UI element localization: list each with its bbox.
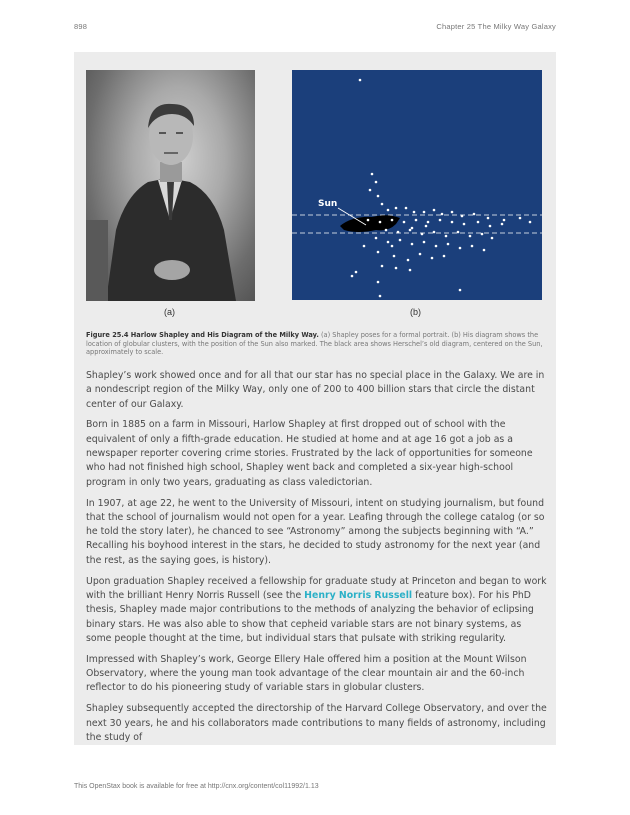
cluster-dot [425,225,428,228]
cluster-dot [469,235,472,238]
cluster-dot [439,219,442,222]
paragraph: Shapley subsequently accepted the directorship of the Harvard College Observatory, and over the next 30 years, he and his collaborators made contributions to many fields of astronomy, including the study of [86,703,547,743]
cluster-dot [381,203,384,206]
globular-cluster-diagram [292,70,542,300]
paragraph: Born in 1885 on a farm in Missouri, Harlow Shapley at first dropped out of school with the equivalent of only a fifth-grade education. He studied at home and at age 16 got a job as a newspaper reporter covering crime stories. Frustrated by the lack of opportunities for someone who had not finished high school, Shapley went back and completed a six-year high-school program in only two years, graduating as class valedictorian. [86,419,533,488]
cluster-dot [443,255,446,258]
cluster-dot [491,237,494,240]
paragraph: Impressed with Shapley’s work, George Ellery Hale offered him a position at the Mount Wilson Observatory, where the young man took advantage of the clear mountain air and the 60-inch reflector to do his pioneering study of variable stars in globular clusters. [86,653,527,694]
cluster-dot [355,271,358,274]
page-footer: This OpenStax book is available for free at http://cnx.org/content/col11992/1.13 [74,783,319,790]
cluster-dot [399,239,402,242]
cluster-dot [375,237,378,240]
cluster-dot [359,79,362,82]
cluster-dot [459,289,462,292]
cluster-dot [463,223,466,226]
cluster-dot [445,235,448,238]
cluster-dot [371,173,374,176]
cluster-dot [391,219,394,222]
cluster-dot [431,257,434,260]
cluster-dot [377,251,380,254]
globular-clusters [351,79,532,298]
cluster-dot [395,207,398,210]
panel-b-label: (b) [410,307,421,317]
cluster-dot [529,221,532,224]
cluster-dot [367,219,370,222]
paragraph: In 1907, at age 22, he went to the University of Missouri, intent on studying journalism, but found that the school of journalism would not open for a year. Leafing through the college catalog (or so he told the story later), he chanced to see “Astronomy” among the subjects beginning with “A.” Recalling his boyhood interest in the stars, he decided to study astronomy for the next year (and the rest, as the saying goes, is history). [86,497,545,566]
cluster-dot [451,221,454,224]
paragraph: Upon graduation Shapley received a fellowship for graduate study at Princeton and began to work with the brilliant Henry Norris Russell (see the Henry Norris Russell feature box). For his PhD thesis, Shapley made major contributions to the methods of analyzing the behavior of eclipsing binary stars. He was also able to show that cepheid variable stars are not binary systems, as some people thought at the time, but individual stars that pulsate with striking regularity. [86,575,547,644]
caption-title: Figure 25.4 Harlow Shapley and His Diagram of the Milky Way. [86,331,319,339]
cluster-dot [477,221,480,224]
cluster-dot [395,267,398,270]
cluster-dot [377,195,380,198]
cluster-dot [481,233,484,236]
cluster-dot [375,181,378,184]
cluster-dot [387,209,390,212]
cluster-dot [503,219,506,222]
cluster-dot [489,225,492,228]
henry-norris-russell-link[interactable]: Henry Norris Russell [304,589,413,601]
cluster-dot [447,243,450,246]
panel-a-label: (a) [164,307,175,317]
cluster-dot [427,221,430,224]
cluster-dot [415,219,418,222]
cluster-dot [379,295,382,298]
cluster-dot [433,231,436,234]
cluster-dot [433,209,436,212]
cluster-dot [407,259,410,262]
page-number: 898 [74,22,88,31]
cluster-dot [369,189,372,192]
cluster-dot [459,247,462,250]
herschel-diagram-shape [340,215,400,232]
cluster-dot [461,215,464,218]
cluster-dot [409,269,412,272]
cluster-dot [351,275,354,278]
cluster-dot [519,217,522,220]
cluster-dot [457,231,460,234]
cluster-dot [423,211,426,214]
paragraph: Shapley’s work showed once and for all that our star has no special place in the Galaxy. We are in a nondescript region of the Milky Way, only one of 200 to 400 billion stars that circle the distant center of our Galaxy. [86,370,545,410]
cluster-dot [381,265,384,268]
cluster-dot [413,211,416,214]
cluster-dot [471,245,474,248]
cluster-dot [423,241,426,244]
feature-body-text [86,369,548,752]
cluster-dot [419,253,422,256]
cluster-dot [421,233,424,236]
cluster-dot [483,249,486,252]
cluster-dot [405,207,408,210]
cluster-dot [411,227,414,230]
sun-label: Sun [318,199,338,209]
cluster-dot [473,213,476,216]
cluster-dot [377,281,380,284]
caption-text: (a) Shapley poses for a formal portrait. (b) His diagram shows the location of globular clusters, with the position of the Sun also marked. The black area shows Herschel’s old diagram, centered on the Sun, approximately to scale. [86,331,543,357]
cluster-dot [451,211,454,214]
cluster-dot [409,229,412,232]
cluster-dot [363,245,366,248]
chapter-title: Chapter 25 The Milky Way Galaxy [436,22,556,31]
shapley-portrait-photo [86,70,255,301]
cluster-dot [385,229,388,232]
cluster-dot [397,231,400,234]
cluster-dot [387,241,390,244]
cluster-dot [411,243,414,246]
cluster-dot [403,221,406,224]
cluster-dot [435,245,438,248]
cluster-dot [501,223,504,226]
figure-caption [86,331,546,357]
cluster-dot [379,221,382,224]
cluster-dot [441,213,444,216]
cluster-dot [487,217,490,220]
cluster-dot [391,245,394,248]
cluster-dot [393,255,396,258]
